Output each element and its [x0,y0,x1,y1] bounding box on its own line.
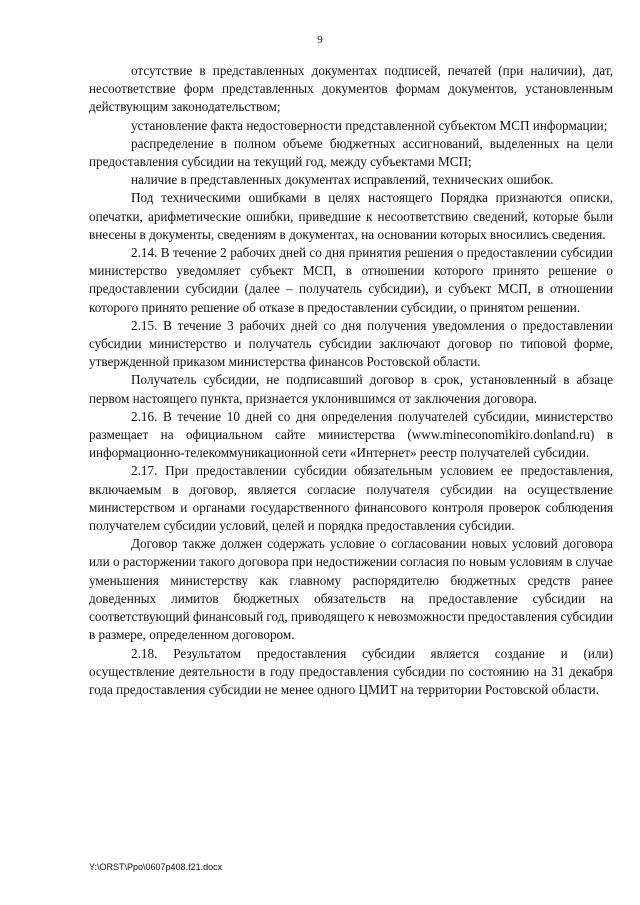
paragraph-2-18: 2.18. Результатом предоставления субсидии является создание и (или) осуществление деятельности в году предоставления субсидии по состоянию на 31 декабря года предоставления субсидии не менее одного ЦМИТ на территории Ростовской области. [89,645,613,697]
footer-file-path: Y:\ORST\Ppo\0607p408.f21.docx [89,862,223,872]
document-body [89,62,613,699]
paragraph-2-15: 2.15. В течение 3 рабочих дней со дня получения уведомления о предоставлении субсидии министерство и получатель субсидии заключают договор по типовой форме, утвержденной приказом министерства финансов Ростовской области. [89,317,613,370]
paragraph: Договор также должен содержать условие о согласовании новых условий договора или о расторжении такого договора при недостижении согласия по новым условиям в случае уменьшения министерству как главному распорядителю бюджетных средств ранее доведенных лимитов бюджетных обязательств на предоставление субсидии на соответствующий финансовый год, приводящего к невозможности предоставления субсидии в размере, определенном договором. [89,536,613,643]
paragraph-2-16: 2.16. В течение 10 дней со дня определения получателей субсидии, министерство размещает на официальном сайте министерства (www.mineconomikiro.donland.ru) в информационно-телекоммуникационной сети «Интернет» реестр получателей субсидии. [89,408,613,461]
paragraph: Получатель субсидии, не подписавший договор в срок, установленный в абзаце первом настоящего пункта, признается уклонившимся от заключения договора. [89,372,613,406]
paragraph: установление факта недостоверности представленной субъектом МСП информации; [131,117,608,133]
paragraph-2-14: 2.14. В течение 2 рабочих дней со дня принятия решения о предоставлении субсидии министерство уведомляет субъект МСП, в отношении которого принято решение о предоставлении субсидии (далее – получатель субсидии), и субъект МСП, в отношении которого принято решение об отказе в предоставлении субсидии, о принятом решении. [89,245,613,315]
paragraph: распределение в полном объеме бюджетных ассигнований, выделенных на цели предоставления субсидии на текущий год, между субъектами МСП; [89,135,613,170]
page-number: 9 [317,34,323,46]
paragraph-2-17: 2.17. При предоставлении субсидии обязательным условием ее предоставления, включаемым в договор, является согласие получателя субсидии на осуществление министерством и органами государственного финансового контроля проверок соблюдения получателем субсидии условий, целей и порядка предоставления субсидии. [89,463,613,534]
paragraph: наличие в представленных документах исправлений, технических ошибок. [131,172,554,188]
paragraph: отсутствие в представленных документах подписей, печатей (при наличии), дат, несоответствие форм представленных документов формам документов, установленным действующим законодательством; [89,63,613,115]
paragraph: Под техническими ошибками в целях настоящего Порядка признаются описки, опечатки, арифметические ошибки, приведшие к несоответствию сведений, которые были внесены в документы, сведениям в документах, на основании которых вносились сведения. [89,190,613,242]
